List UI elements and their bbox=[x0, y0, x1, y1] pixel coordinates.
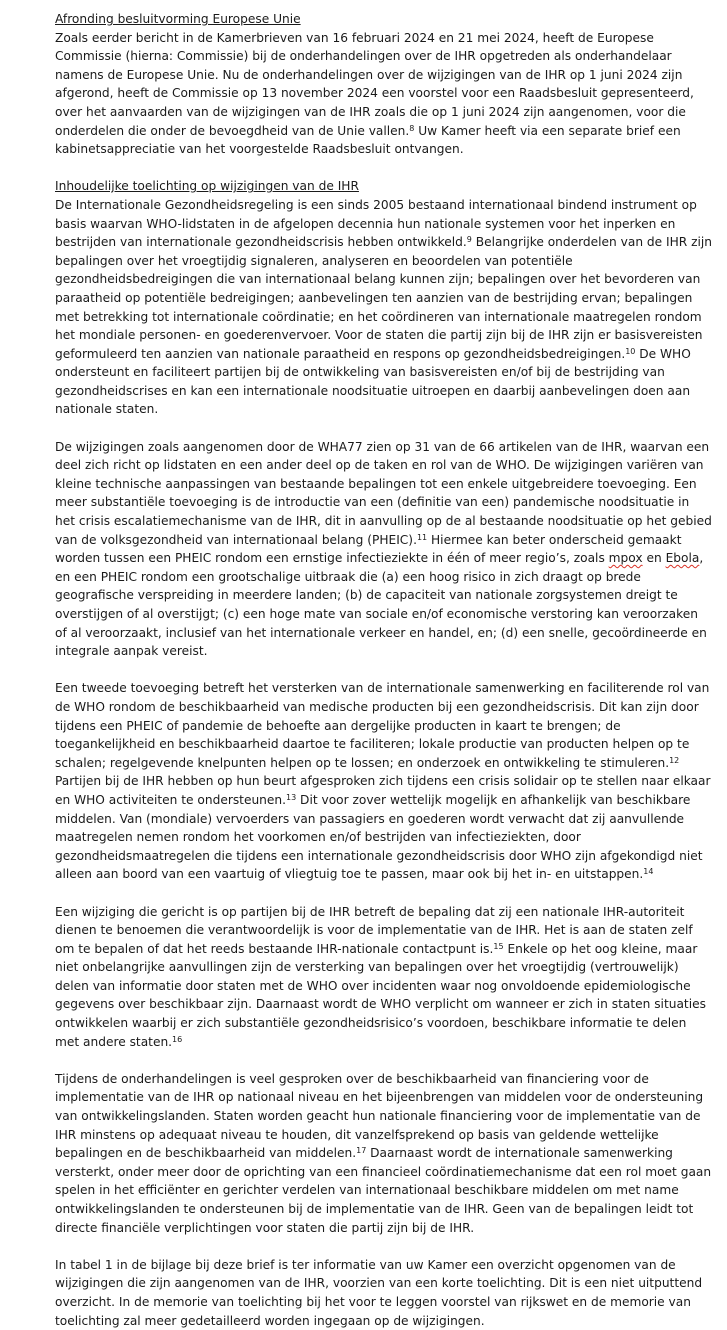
section-body bbox=[55, 29, 713, 159]
footnote-ref: 13 bbox=[286, 792, 297, 802]
text-run: Uw Kamer heeft via een separate brief een kabinetsappreciatie van het voorgestelde Raadsbesluit ontvangen. bbox=[55, 123, 681, 157]
text-run: Tijdens de onderhandelingen is veel gesproken over de beschikbaarheid van financiering voor de implementatie van de IHR op nationaal niveau en het bijeenbrengen van middelen voor de ondersteuning van ontwikkelingslanden. Staten worden geacht hun nationale financiering voor de implementatie van de IHR minstens op adequaat niveau te houden, dit vanzelfsprekend op basis van geldende wettelijke bepalingen en de beschikbaarheid van middelen. bbox=[55, 1071, 704, 1161]
paragraph bbox=[55, 29, 713, 159]
paragraph bbox=[55, 1256, 713, 1330]
footnote-ref: 15 bbox=[493, 941, 504, 951]
text-run: en bbox=[642, 551, 666, 566]
text-run: De wijzigingen zoals aangenomen door de WHA77 zien op 31 van de 66 artikelen van de IHR, waarvan een deel zich richt op lidstaten en een ander deel op de taken en rol van de WHO. De wijzigingen variëren van kleine technische aanpassingen van bestaande bepalingen tot een enkele uitgebreidere toevoeging. Een meer substantiële toevoeging is de introductie van een (definitie van een) pandemische noodsituatie in het crisis escalatiemechanisme van de IHR, dit in aanvulling op de al bestaande noodsituatie op het gebied van de volksgezondheid van internationaal belang (PHEIC). bbox=[55, 439, 712, 547]
text-run: Dit voor zover wettelijk mogelijk en afhankelijk van beschikbare middelen. Van (mondiale) vervoerders van passagiers en goederen wordt verwacht dat zij aanvullende maatregelen nemen rondom het voorkomen en/of bestrijden van infectieziekten, door gezondheidsmaatregelen die tijdens een internationale gezondheidscrisis door WHO zijn afgekondigd niet alleen aan boord van een vaartuig of vliegtuig toe te passen, maar ook bij het in- en uitstappen. bbox=[55, 792, 703, 882]
text-run: Een tweede toevoeging betreft het versterken van de internationale samenwerking en faciliterende rol van de WHO rondom de beschikbaarheid van medische producten bij een gezondheidscrisis. Dit kan zijn door tijdens een PHEIC of pandemie de behoefte aan dergelijke producten in kaart te brengen; de toegankelijkheid en beschikbaarheid daartoe te faciliteren; lokale productie van producten helpen op te schalen; regelgevende knelpunten helpen op te lossen; en onderzoek en ontwikkeling te stimuleren. bbox=[55, 681, 710, 770]
spellcheck-word: mpox bbox=[608, 551, 643, 566]
section-eu-decision bbox=[55, 10, 713, 159]
text-run: Daarnaast wordt de internationale samenwerking versterkt, onder meer door de oprichting van een financieel coördinatiemechanisme dat een rol moet gaan spelen in het efficiënter en gerichter verdelen van internationaal beschikbare middelen om met name ontwikkelingslanden te ondersteunen bij de implementatie van de IHR. Geen van de bepalingen leidt tot directe financiële verplichtingen voor staten die partij zijn bij de IHR. bbox=[55, 1146, 712, 1235]
text-run: Partijen bij de IHR hebben op hun beurt afgesproken zich tijdens een crisis solidair op te stellen naar elkaar en WHO activiteiten te ondersteunen. bbox=[55, 774, 711, 807]
section-ihr-explanation bbox=[55, 177, 713, 1330]
footnote-ref: 11 bbox=[416, 532, 428, 542]
footnote-ref: 8 bbox=[409, 123, 415, 133]
paragraph bbox=[55, 1070, 713, 1237]
paragraph bbox=[55, 903, 713, 1052]
text-run: , en een PHEIC rondom een grootschalige uitbraak die (a) een hoog risico in zich draagt op brede geografische verspreiding in meerdere landen; (b) de capaciteit van nationale zorgsystemen dreigt te overstijgen of al overstijgt; (c) een hoge mate van sociale en/of economische verstoring kan veroorzaken of al veroorzaakt, inclusief van het internationale verkeer en handel, en; (d) een snelle, gecoördineerde en integrale aanpak vereist. bbox=[55, 551, 707, 659]
footnote-ref: 10 bbox=[625, 346, 636, 356]
text-run: Een wijziging die gericht is op partijen bij de IHR betreft de bepaling dat zij een nationale IHR-autoriteit dienen te benoemen die verantwoordelijk is voor de implementatie van de IHR. Het is aan de staten zelf om te bepalen of dat het reeds bestaande IHR-nationale contactpunt is. bbox=[55, 904, 693, 956]
text-run: Enkele op het oog kleine, maar niet onbelangrijke aanvullingen zijn de versterking van bepalingen over het vroegtijdig (vertrouwelijk) delen van informatie door staten met de WHO over incidenten waar nog onvoldoende epidemiologische gegevens over beschikbaar zijn. Daarnaast wordt de WHO verplicht om wanneer er zich in staten situaties ontwikkelen waarbij er zich substantiële gezondheidsrisico’s voordoen, beschikbare informatie te delen met andere staten. bbox=[55, 941, 706, 1049]
paragraph bbox=[55, 196, 713, 419]
text-run: Zoals eerder bericht in de Kamerbrieven van 16 februari 2024 en 21 mei 2024, heeft de Europese Commissie (hierna: Commissie) bij de onderhandelingen over de IHR opgetreden als onderhandelaar namens de Europese Unie. Nu de onderhandelingen over de wijzigingen van de IHR op 1 juni 2024 zijn afgerond, heeft de Commissie op 13 november 2024 een voorstel voor een Raadsbesluit gepresenteerd, over het aanvaarden van de wijzigingen van de IHR zoals die op 1 juni 2024 zijn aangenomen, voor die onderdelen die onder de bevoegdheid van de Unie vallen. bbox=[55, 30, 694, 138]
footnote-ref: 16 bbox=[172, 1034, 183, 1044]
text-run: Belangrijke onderdelen van de IHR zijn bepalingen over het vroegtijdig signaleren, analyseren en beoordelen van potentiële gezondheidsbedreigingen die van internationaal belang kunnen zijn; bepalingen over het bevorderen van paraatheid op potentiële bedreigingen; aanbevelingen ten aanzien van de bestrijding ervan; bepalingen met betrekking tot internationale coördinatie; en het coördineren van internationale maatregelen rondom het mondiale personen- en goederenvervoer. Voor de staten die partij zijn bij de IHR zijn er basisvereisten geformuleerd ten aanzien van nationale paraatheid en respons op gezondheidsbedreigingen. bbox=[55, 235, 713, 361]
footnote-ref: 17 bbox=[356, 1146, 367, 1156]
section-heading: Afronding besluitvorming Europese Unie bbox=[55, 12, 301, 26]
paragraph bbox=[55, 679, 713, 884]
paragraph bbox=[55, 438, 713, 661]
section-body bbox=[55, 196, 713, 1330]
text-run: De WHO ondersteunt en faciliteert partijen bij de ontwikkeling van basisvereisten en/of bij de bestrijding van gezondheidscrises en kan een internationale noodsituatie uitroepen en daarbij aanbevelingen doen aan nationale staten. bbox=[55, 346, 691, 417]
text-run: Hiermee kan beter onderscheid gemaakt worden tussen een PHEIC rondom een ernstige infectieziekte in één of meer regio’s, zoals bbox=[55, 532, 682, 566]
footnote-ref: 12 bbox=[669, 755, 680, 765]
section-heading: Inhoudelijke toelichting op wijzigingen van de IHR bbox=[55, 179, 359, 194]
footnote-ref: 14 bbox=[643, 867, 654, 877]
spellcheck-word: Ebola bbox=[665, 551, 700, 566]
text-run: De Internationale Gezondheidsregeling is een sinds 2005 bestaand internationaal bindend instrument op basis waarvan WHO-lidstaten in de afgelopen decennia hun nationale systemen voor het inperken en bestrijden van internationale gezondheidscrisis hebben ontwikkeld. bbox=[55, 197, 697, 250]
text-run: In tabel 1 in de bijlage bij deze brief is ter informatie van uw Kamer een overzicht opgenomen van de wijzigingen die zijn aangenomen van de IHR, voorzien van een korte toelichting. Dit is een niet uitputtend overzicht. In de memorie van toelichting bij het voor te leggen voorstel van rijkswet en de memorie van toelichting zal meer gedetailleerd worden ingegaan op de wijzigingen. bbox=[55, 1257, 703, 1328]
footnote-ref: 9 bbox=[466, 235, 472, 245]
